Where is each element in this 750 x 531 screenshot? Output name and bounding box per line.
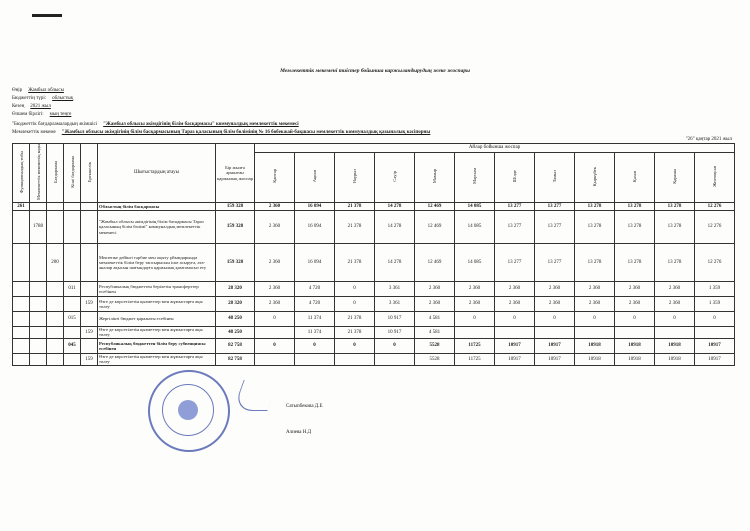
meta-value: мың теңге bbox=[49, 112, 72, 117]
column-header bbox=[81, 144, 98, 203]
code-cell bbox=[47, 296, 64, 311]
month-value-cell: 2 360 bbox=[495, 296, 535, 311]
month-value-cell: 11 374 bbox=[295, 311, 335, 326]
column-header bbox=[30, 144, 47, 203]
month-value-cell: 10917 bbox=[535, 353, 575, 365]
month-label: Қантар bbox=[272, 169, 277, 184]
month-value-cell bbox=[375, 353, 415, 365]
code-cell bbox=[13, 210, 30, 243]
page-title: Мемлекеттік мекемені тиістер бойынша каржыландырудың жеке жоспары bbox=[280, 68, 470, 74]
month-value-cell: 10917 bbox=[495, 353, 535, 365]
month-value-cell: 21 378 bbox=[335, 210, 375, 243]
month-value-cell: 2 360 bbox=[255, 296, 295, 311]
total-cell: 82 758 bbox=[216, 353, 255, 365]
month-value-cell: 0 bbox=[615, 311, 655, 326]
month-value-cell: 2 360 bbox=[575, 281, 615, 296]
code-cell bbox=[13, 338, 30, 353]
code-cell bbox=[30, 326, 47, 338]
month-value-cell: 4 720 bbox=[295, 296, 335, 311]
month-value-cell: 2 360 bbox=[255, 202, 295, 210]
month-value-cell: 14 085 bbox=[455, 202, 495, 210]
month-value-cell: 13 277 bbox=[535, 210, 575, 243]
month-value-cell: 0 bbox=[295, 338, 335, 353]
table-row bbox=[13, 281, 735, 296]
name-cell: Республикалық бюджеттен берілетін трансферттер есебінен bbox=[98, 281, 216, 296]
month-value-cell: 2 360 bbox=[575, 296, 615, 311]
month-value-cell: 10918 bbox=[655, 338, 695, 353]
month-value-cell: 10917 bbox=[535, 338, 575, 353]
month-value-cell bbox=[615, 326, 655, 338]
total-cell: 28 320 bbox=[216, 296, 255, 311]
month-value-cell: 0 bbox=[455, 311, 495, 326]
column-header-label: Мемлекеттік мекеменің коды bbox=[35, 144, 41, 200]
month-value-cell bbox=[455, 326, 495, 338]
month-label: Ақпан bbox=[312, 170, 317, 183]
meta-label: Өлшем бірлігі: bbox=[12, 112, 44, 117]
month-label: Шілде bbox=[512, 170, 517, 183]
code-cell: 159 bbox=[81, 296, 98, 311]
code-cell bbox=[64, 243, 81, 281]
month-value-cell bbox=[535, 326, 575, 338]
month-value-cell: 4 720 bbox=[295, 281, 335, 296]
month-value-cell: 10918 bbox=[615, 353, 655, 365]
month-value-cell: 16 094 bbox=[295, 202, 335, 210]
month-value-cell: 16 094 bbox=[295, 243, 335, 281]
month-value-cell: 16 094 bbox=[295, 210, 335, 243]
month-value-cell: 13 277 bbox=[535, 202, 575, 210]
meta-label: Кезең bbox=[12, 104, 25, 109]
month-value-cell: 0 bbox=[535, 311, 575, 326]
code-cell bbox=[64, 353, 81, 365]
code-cell bbox=[30, 296, 47, 311]
code-cell bbox=[47, 202, 64, 210]
code-cell: 159 bbox=[81, 353, 98, 365]
total-cell: 159 328 bbox=[216, 210, 255, 243]
meta-label: "Бюджеттік бағдарламалардың әкімшісі bbox=[12, 122, 98, 127]
month-value-cell: 13 278 bbox=[655, 243, 695, 281]
code-cell bbox=[13, 326, 30, 338]
month-value-cell: 2 360 bbox=[655, 281, 695, 296]
name-cell: Облыстың білім басқармасы bbox=[98, 202, 216, 210]
month-value-cell bbox=[255, 353, 295, 365]
month-label: Желтоқсан bbox=[712, 165, 718, 187]
total-cell: 82 758 bbox=[216, 338, 255, 353]
month-value-cell: 12 276 bbox=[695, 243, 735, 281]
meta-value: "Жамбыл облысы әкімдігінің білім басқармасы" коммуналдық мемлекеттік мекемесі bbox=[103, 122, 299, 127]
month-value-cell: 5528 bbox=[415, 338, 455, 353]
month-value-cell: 3 361 bbox=[375, 281, 415, 296]
column-header-label: Кіші бағдарлама bbox=[69, 156, 75, 188]
column-header-label: Бір жылға арналған қаржылық жоспар bbox=[217, 165, 253, 181]
table-row bbox=[13, 353, 735, 365]
month-value-cell: 13 278 bbox=[575, 210, 615, 243]
month-header bbox=[295, 152, 335, 202]
meta-label: Өңір bbox=[12, 88, 23, 93]
code-cell bbox=[13, 296, 30, 311]
month-value-cell bbox=[695, 326, 735, 338]
table-row bbox=[13, 296, 735, 311]
month-value-cell: 2 360 bbox=[535, 281, 575, 296]
month-value-cell bbox=[655, 326, 695, 338]
meta-line bbox=[12, 104, 51, 109]
month-value-cell: 0 bbox=[495, 311, 535, 326]
name-cell: Өзге де көрсетілетін қызметтер мен жұмыстарға ақы төлеу bbox=[98, 353, 216, 365]
code-cell bbox=[13, 353, 30, 365]
code-cell bbox=[47, 353, 64, 365]
code-cell: 1788 bbox=[30, 210, 47, 243]
month-value-cell: 0 bbox=[375, 338, 415, 353]
month-value-cell: 10917 bbox=[695, 353, 735, 365]
table-row bbox=[13, 202, 735, 210]
month-value-cell: 0 bbox=[335, 338, 375, 353]
column-header-label: Бағдарлама bbox=[52, 160, 58, 183]
code-cell bbox=[64, 202, 81, 210]
month-label: Мамыр bbox=[432, 169, 437, 184]
month-value-cell: 2 360 bbox=[615, 281, 655, 296]
code-cell: 011 bbox=[64, 281, 81, 296]
top-mark bbox=[32, 14, 62, 17]
month-value-cell: 10918 bbox=[575, 338, 615, 353]
meta-value: "Жамбыл облысы әкімдігінің білім басқармасының Тараз қаласының білім бөлімінің № 16 бөбекжай-бақшасы мемлекеттік коммуналдық қазыналық кәсіпорны bbox=[61, 130, 431, 135]
code-cell bbox=[13, 243, 30, 281]
month-value-cell: 21 378 bbox=[335, 311, 375, 326]
month-header bbox=[455, 152, 495, 202]
month-value-cell: 13 278 bbox=[615, 243, 655, 281]
month-value-cell: 12 276 bbox=[695, 210, 735, 243]
total-cell: 28 320 bbox=[216, 281, 255, 296]
month-label: Қазан bbox=[632, 170, 637, 182]
name-cell: "Жамбыл облысы әкімдігінің білім басқармасы Тараз қаласының білім бөлімі" коммуналдық мемлекеттік мекемесі bbox=[98, 210, 216, 243]
month-label: Сәуір bbox=[392, 170, 397, 182]
month-value-cell: 14 278 bbox=[375, 243, 415, 281]
code-cell: 159 bbox=[81, 326, 98, 338]
column-header bbox=[98, 144, 216, 203]
month-value-cell: 4 581 bbox=[415, 311, 455, 326]
code-cell: 045 bbox=[64, 338, 81, 353]
month-value-cell: 2 360 bbox=[415, 296, 455, 311]
column-header-label: Шығыстардың атауы bbox=[134, 170, 179, 176]
month-value-cell: 13 278 bbox=[575, 243, 615, 281]
month-value-cell: 12 469 bbox=[415, 202, 455, 210]
month-header bbox=[615, 152, 655, 202]
column-header bbox=[47, 144, 64, 203]
code-cell: 261 bbox=[13, 202, 30, 210]
month-value-cell: 3 361 bbox=[375, 296, 415, 311]
month-value-cell: 14 085 bbox=[455, 243, 495, 281]
month-value-cell: 13 277 bbox=[495, 202, 535, 210]
code-cell bbox=[30, 202, 47, 210]
table-row bbox=[13, 311, 735, 326]
month-header bbox=[335, 152, 375, 202]
month-value-cell: 2 360 bbox=[495, 281, 535, 296]
month-value-cell: 21 378 bbox=[335, 326, 375, 338]
month-header bbox=[495, 152, 535, 202]
code-cell bbox=[81, 281, 98, 296]
signature-2: Алиева Н.Д bbox=[286, 430, 312, 435]
month-value-cell: 0 bbox=[255, 338, 295, 353]
month-value-cell: 2 360 bbox=[455, 296, 495, 311]
official-stamp bbox=[148, 370, 230, 452]
month-value-cell: 10918 bbox=[615, 338, 655, 353]
month-header bbox=[415, 152, 455, 202]
column-header bbox=[64, 144, 81, 203]
month-header bbox=[655, 152, 695, 202]
code-cell bbox=[30, 338, 47, 353]
total-cell: 159 328 bbox=[216, 202, 255, 210]
month-value-cell: 11725 bbox=[455, 338, 495, 353]
month-value-cell: 10917 bbox=[495, 338, 535, 353]
month-value-cell bbox=[295, 353, 335, 365]
month-value-cell: 10917 bbox=[695, 338, 735, 353]
signature-scribble bbox=[232, 380, 278, 411]
month-value-cell: 13 278 bbox=[575, 202, 615, 210]
meta-line bbox=[12, 88, 64, 93]
table-row bbox=[13, 326, 735, 338]
total-cell: 159 328 bbox=[216, 243, 255, 281]
month-value-cell: 2 360 bbox=[255, 243, 295, 281]
month-value-cell: 5528 bbox=[415, 353, 455, 365]
month-value-cell: 11 374 bbox=[295, 326, 335, 338]
month-value-cell: 14 278 bbox=[375, 202, 415, 210]
code-cell bbox=[81, 210, 98, 243]
month-value-cell: 1 359 bbox=[695, 296, 735, 311]
code-cell bbox=[64, 210, 81, 243]
total-cell: 48 250 bbox=[216, 326, 255, 338]
code-cell bbox=[30, 281, 47, 296]
month-value-cell: 2 360 bbox=[535, 296, 575, 311]
code-cell bbox=[47, 326, 64, 338]
month-value-cell: 13 278 bbox=[615, 210, 655, 243]
column-header-label: Функционалдық тобы bbox=[18, 150, 24, 194]
month-value-cell bbox=[575, 326, 615, 338]
code-cell bbox=[47, 281, 64, 296]
name-cell: Өзге де көрсетілетін қызметтер мен жұмыстарға ақы төлеу bbox=[98, 296, 216, 311]
month-value-cell: 10918 bbox=[655, 353, 695, 365]
month-value-cell bbox=[335, 353, 375, 365]
month-value-cell: 12 469 bbox=[415, 243, 455, 281]
month-value-cell: 0 bbox=[575, 311, 615, 326]
month-header bbox=[255, 152, 295, 202]
code-cell bbox=[64, 296, 81, 311]
month-value-cell: 2 360 bbox=[455, 281, 495, 296]
code-cell bbox=[47, 338, 64, 353]
name-cell: Республикалық бюджеттен білім беру субвенциясы есебінен bbox=[98, 338, 216, 353]
month-label: Қыркүйек bbox=[592, 166, 597, 186]
name-cell: Өзге де көрсетілетін қызметтер мен жұмыстарға ақы төлеу bbox=[98, 326, 216, 338]
month-value-cell: 2 360 bbox=[615, 296, 655, 311]
month-value-cell: 13 278 bbox=[655, 202, 695, 210]
table-row bbox=[13, 210, 735, 243]
month-value-cell: 2 360 bbox=[255, 210, 295, 243]
column-header-label: Ерекшелік bbox=[86, 161, 92, 183]
table-row bbox=[13, 243, 735, 281]
month-value-cell bbox=[495, 326, 535, 338]
month-value-cell: 1 359 bbox=[695, 281, 735, 296]
meta-value: 2021 жыл bbox=[30, 104, 51, 109]
name-cell: Мектепке дейінгі тәрбие мен оқыту ұйымдарында мемлекеттік білім беру тапсырысын іске асыруға, ата-аналар ақысын шағындауға қаржылық қамтамасыз ету bbox=[98, 243, 216, 281]
month-value-cell: 0 bbox=[655, 311, 695, 326]
month-label: Тамыз bbox=[552, 170, 557, 183]
code-cell bbox=[81, 311, 98, 326]
column-header bbox=[13, 144, 30, 203]
month-value-cell: 21 378 bbox=[335, 202, 375, 210]
month-value-cell: 0 bbox=[335, 296, 375, 311]
month-value-cell: 4 581 bbox=[415, 326, 455, 338]
code-cell bbox=[81, 338, 98, 353]
meta-label: Мемлекеттік мекеме bbox=[12, 130, 56, 135]
name-cell: Жергілікті бюджет қаражаты есебінен bbox=[98, 311, 216, 326]
month-value-cell: 2 360 bbox=[255, 281, 295, 296]
total-cell: 48 250 bbox=[216, 311, 255, 326]
month-value-cell: 2 360 bbox=[655, 296, 695, 311]
code-cell bbox=[64, 326, 81, 338]
month-header bbox=[375, 152, 415, 202]
month-value-cell: 14 278 bbox=[375, 210, 415, 243]
month-label: Қараша bbox=[672, 168, 677, 184]
month-value-cell bbox=[255, 326, 295, 338]
code-cell bbox=[13, 311, 30, 326]
code-cell bbox=[30, 353, 47, 365]
month-value-cell: 12 276 bbox=[695, 202, 735, 210]
month-value-cell: 10918 bbox=[575, 353, 615, 365]
months-group-header: Айлар бойынша жоспар bbox=[255, 144, 735, 153]
month-header bbox=[695, 152, 735, 202]
month-value-cell: 13 277 bbox=[495, 243, 535, 281]
month-value-cell: 0 bbox=[695, 311, 735, 326]
month-header bbox=[575, 152, 615, 202]
month-value-cell: 10 917 bbox=[375, 311, 415, 326]
month-value-cell: 10 917 bbox=[375, 326, 415, 338]
code-cell bbox=[47, 311, 64, 326]
month-value-cell: 13 277 bbox=[495, 210, 535, 243]
plan-table bbox=[12, 143, 735, 366]
month-value-cell: 13 278 bbox=[655, 210, 695, 243]
meta-value: Жамбыл облысы bbox=[28, 88, 64, 93]
month-value-cell: 14 085 bbox=[455, 210, 495, 243]
month-header bbox=[535, 152, 575, 202]
month-value-cell: 12 469 bbox=[415, 210, 455, 243]
code-cell bbox=[30, 243, 47, 281]
month-value-cell: 2 360 bbox=[415, 281, 455, 296]
meta-line bbox=[12, 96, 73, 101]
meta-label: Бюджеттің түрі: bbox=[12, 96, 47, 101]
month-value-cell: 21 378 bbox=[335, 243, 375, 281]
month-value-cell: 0 bbox=[335, 281, 375, 296]
signature-1: Сатыпбекова Д.Е bbox=[286, 404, 323, 409]
month-value-cell: 13 278 bbox=[615, 202, 655, 210]
meta-line bbox=[12, 130, 430, 135]
meta-line bbox=[12, 112, 71, 117]
meta-line bbox=[12, 122, 299, 127]
month-value-cell: 0 bbox=[255, 311, 295, 326]
code-cell bbox=[30, 311, 47, 326]
document-date: "26" қаңтар 2021 жыл bbox=[685, 137, 732, 142]
month-label: Маусым bbox=[472, 168, 477, 185]
meta-value: облыстық bbox=[52, 96, 74, 101]
code-cell: 015 bbox=[64, 311, 81, 326]
code-cell: 200 bbox=[47, 243, 64, 281]
code-cell bbox=[81, 243, 98, 281]
code-cell bbox=[13, 281, 30, 296]
month-value-cell: 13 277 bbox=[535, 243, 575, 281]
table-row bbox=[13, 338, 735, 353]
code-cell bbox=[47, 210, 64, 243]
month-value-cell: 11725 bbox=[455, 353, 495, 365]
month-label: Наурыз bbox=[352, 169, 357, 184]
code-cell bbox=[81, 202, 98, 210]
column-header bbox=[216, 144, 255, 203]
